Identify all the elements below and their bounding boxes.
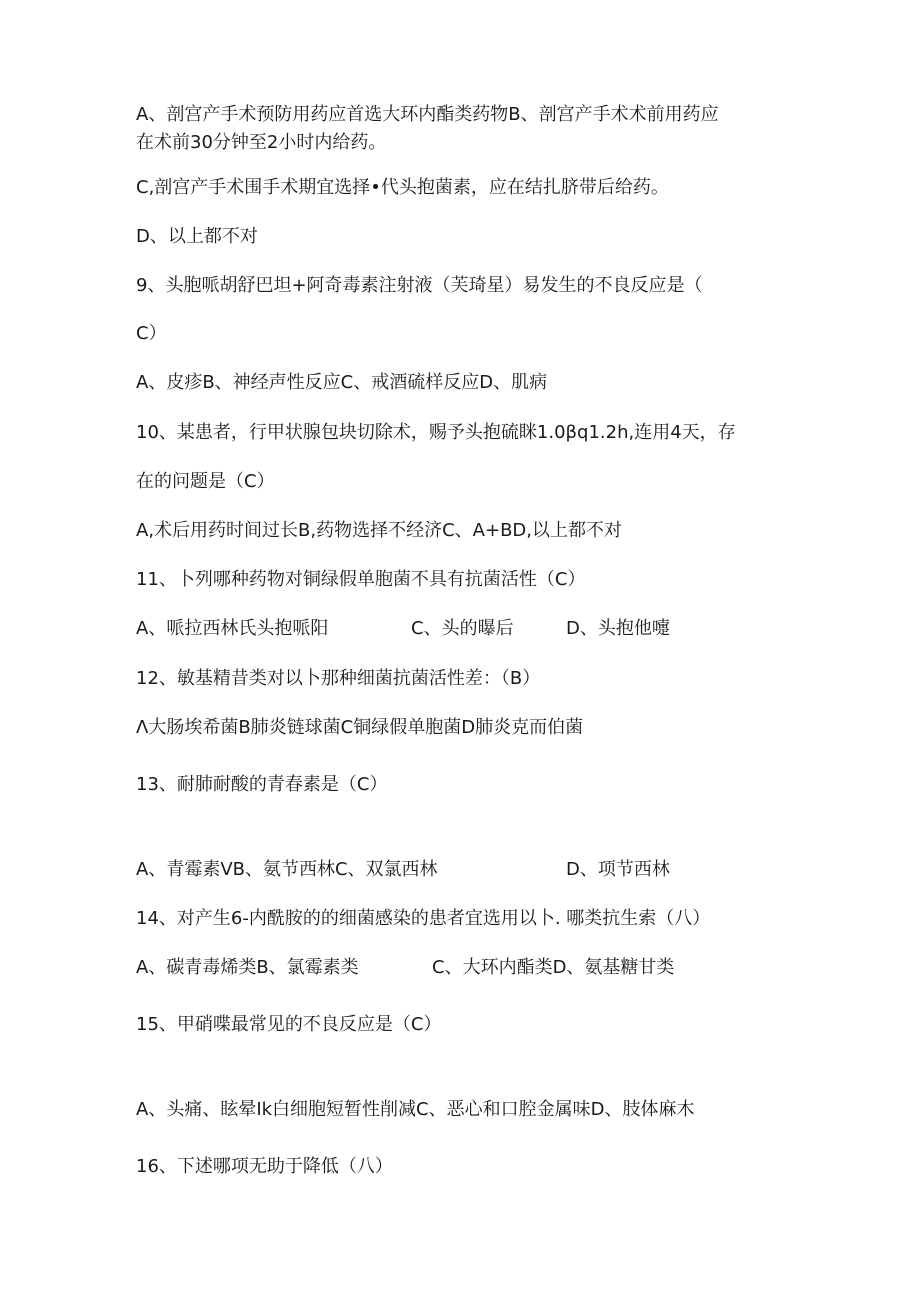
option-c: C、头的曝后 — [411, 618, 514, 639]
question-11: 11、卜列哪种药物对铜绿假单胞菌不具有抗菌活性（C） — [136, 569, 586, 590]
option-line-8ab: A、剖宫产手术预防用药应首选大环内酯类药物B、剖宫产手术术前用药应 — [136, 104, 719, 125]
option-cd: C、大环内酯类D、氨基糖甘类 — [432, 957, 675, 978]
question-12: 12、敏基精昔类对以卜那种细菌抗菌活性差：（B） — [136, 668, 541, 689]
option-line-8c: C,剖宫产手术围手术期宜选择•代头抱菌素，应在结扎脐带后给药。 — [136, 177, 669, 198]
option-d: D、头抱他嚏 — [566, 618, 670, 639]
option-ab: A、碳青毒烯类B、氯霉素类 — [136, 957, 359, 978]
option-abc: A、青霉素VB、氨节西林C、双氯西林 — [136, 859, 438, 880]
option-line-8ab-cont: 在术前30分钟至2小时内给药。 — [136, 132, 387, 153]
question-16: 16、下述哪项无助于降低（八） — [136, 1156, 393, 1177]
question-9-options: A、皮疹B、神经声性反应C、戒酒硫样反应D、肌病 — [136, 372, 548, 393]
question-9-answer: C） — [136, 323, 167, 344]
question-14: 14、对产生6-内酰胺的的细菌感染的患者宜选用以卜. 哪类抗生索（八） — [136, 908, 711, 929]
question-10: 10、某患者，行甲状腺包块切除术，赐予头抱硫眯1.0βq1.2h,连用4天，存 — [136, 422, 736, 443]
question-15-options: A、头痛、眩晕Ik白细胞短暂性削减C、恶心和口腔金属味D、肢体麻木 — [136, 1099, 695, 1120]
option-d: D、项节西林 — [566, 859, 670, 880]
option-line-8d: D、以上都不对 — [136, 226, 258, 247]
question-12-options: Λ大肠埃希菌B肺炎链球菌C铜绿假单胞菌D肺炎克而伯菌 — [136, 717, 584, 738]
option-a: A、哌拉西林氏头抱哌阳 — [136, 618, 329, 639]
question-10-options: A,术后用药时间过长B,药物选择不经济C、A+BD,以上都不对 — [136, 520, 622, 541]
question-13: 13、耐肺耐酸的青春素是（C） — [136, 774, 388, 795]
question-15: 15、甲硝喋最常见的不良反应是（C） — [136, 1014, 442, 1035]
question-10-cont: 在的问题是（C） — [136, 471, 275, 492]
question-9: 9、头胞哌胡舒巴坦+阿奇毒素注射液（芙琦星）易发生的不良反应是（ — [136, 275, 703, 296]
